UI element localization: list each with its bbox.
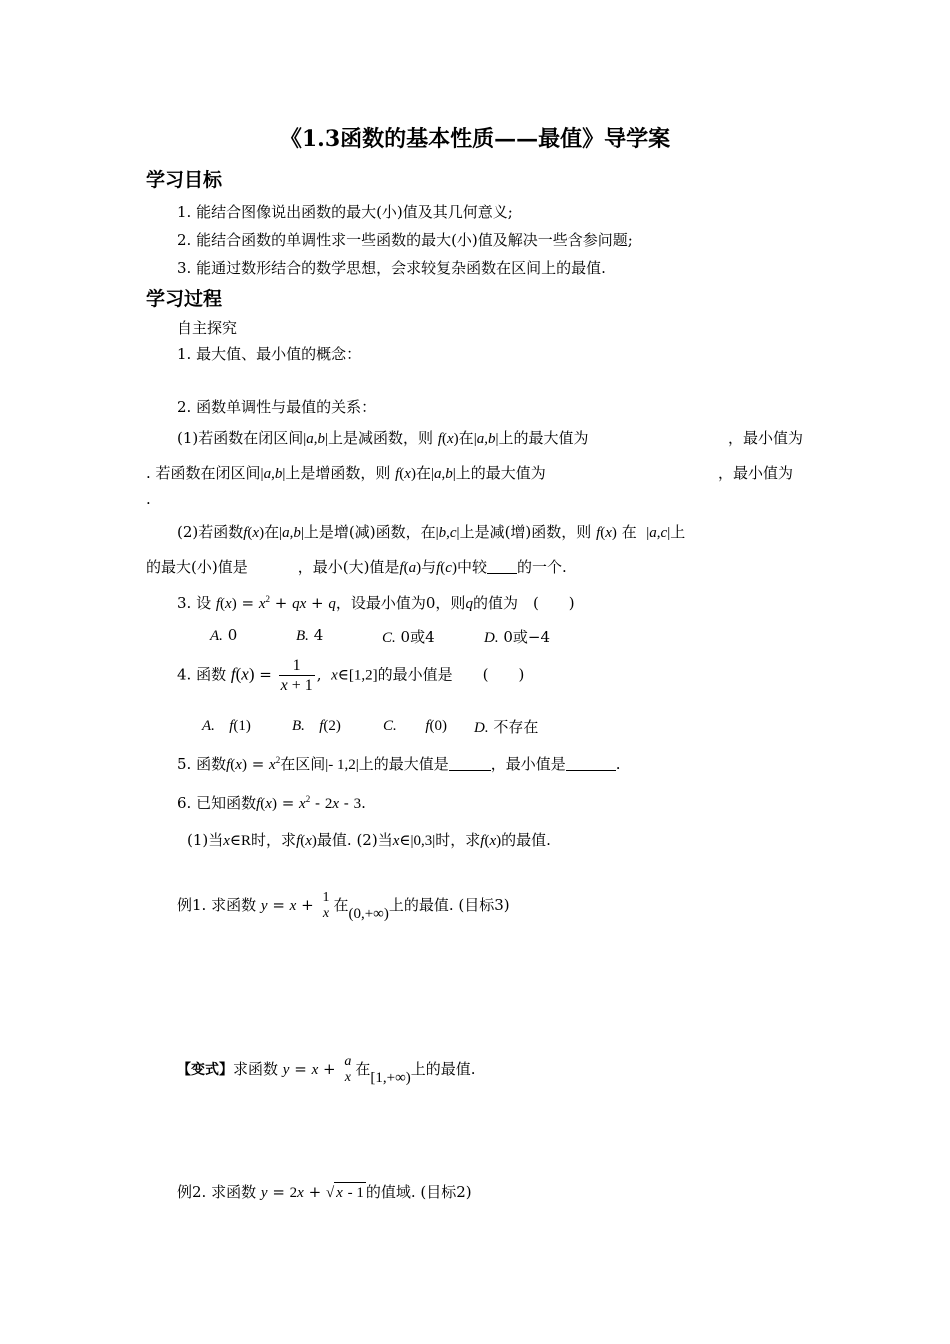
question-4-option-d: D. 不存在 [474,718,539,736]
question-5: 5. 函数$f(x) = x^2$在区间|- 1,2|上的最大值是 ，最小值是 . [177,755,621,773]
question-6-parts: (1)当x∈R时，求f(x)最值. (2)当x∈|0,3|时，求f(x)的最值. [187,831,551,849]
question-3-option-d: D. 0或−4 [484,628,551,646]
question-4: 4. 函数 f(x) = $\frac{1}{x + 1}$ , x∈[1,2]的最小值是 ( ) [177,657,525,694]
section-heading-process: 学习过程 [146,288,223,310]
question-2-part-1-line2-end: ，最小值为 [718,464,794,482]
question-3-option-b: B. 4 [296,626,324,644]
question-2-part-1-line1-end: ，最小值为 [728,429,804,447]
question-2-part-1-line2: . 若函数在闭区间|a,b|上是增函数，则 f(x)在|a,b|上的最大值为 [146,464,546,482]
page-title: 《1.3函数的基本性质——最值》导学案 [279,126,671,152]
question-2: 2. 函数单调性与最值的关系： [177,398,377,416]
goal-item: 2. 能结合函数的单调性求一些函数的最大(小)值及解决一些含参问题; [177,231,633,249]
question-2-part-2-line2: 的最大(小)值是 ，最小(大)值是f(a)与f(c)中较 的一个. [146,558,567,576]
section-heading-goals: 学习目标 [146,169,223,191]
question-3-option-c: C. 0或4 [382,628,435,646]
variant-question: 【变式】求函数 y = x + a x 在[1,+∞)上的最值. [177,1054,476,1086]
question-2-part-2-line1: (2)若函数f(x)在|a,b|上是增(减)函数，在|b,c|上是减(增)函数，则 f(x) 在 |a,c|上 [177,523,686,541]
question-3: 3. 设 $f(x) = x^2$ + qx + q，设最小值为0，则q的值为 ( ) [177,594,575,612]
example-2: 例2. 求函数 y = 2x + √ x - 1 的值域. (目标2) [177,1183,472,1201]
example-1: 例1. 求函数 y = x + 1 x 在(0,+∞)上的最值. (目标3) [177,890,510,922]
subheading: 自主探究 [177,319,238,337]
question-2-part-1-line3: . [146,490,151,508]
question-6: 6. 已知函数$f(x) = x^2 - 2x - 3$. [177,794,366,812]
question-4-option-a: A. f(1) [202,718,251,734]
question-4-option-b: B. f(2) [292,718,341,734]
goal-item: 1. 能结合图像说出函数的最大(小)值及其几何意义; [177,203,513,221]
question-1: 1. 最大值、最小值的概念： [177,345,362,363]
question-4-option-c: C. f(0) [383,718,448,734]
goal-item: 3. 能通过数形结合的数学思想，会求较复杂函数在区间上的最值. [177,259,606,277]
question-3-options: A. 0 [210,626,238,644]
question-2-part-1-line1: (1)若函数在闭区间|a,b|上是减函数，则 f(x)在|a,b|上的最大值为 [177,429,589,447]
